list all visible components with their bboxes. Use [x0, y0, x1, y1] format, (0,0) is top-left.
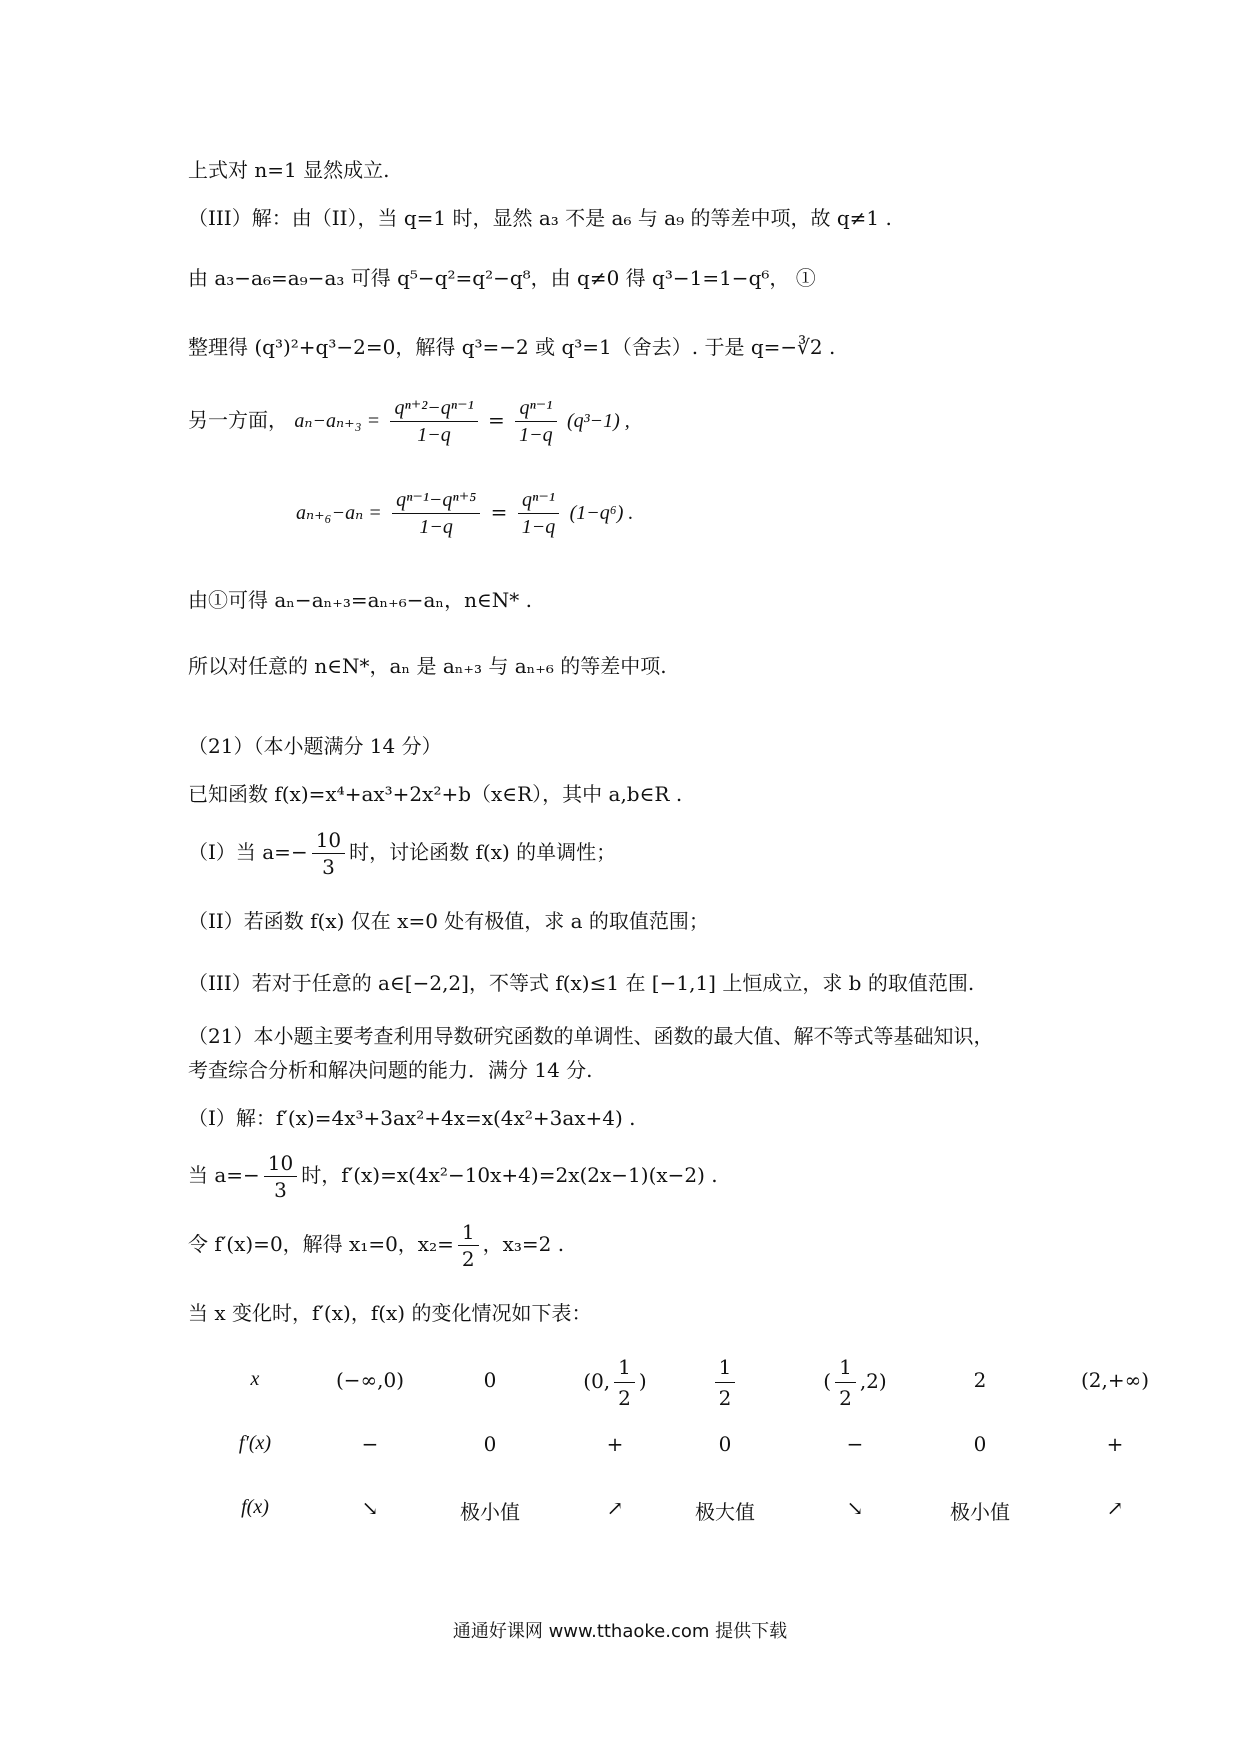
s3-fraction [458, 1222, 479, 1269]
row-fprime-sign-1: − [361, 1432, 379, 1456]
footer-watermark: 通通好课网 www.tthaoke.com 提供下载 [452, 1621, 788, 1642]
table-caption: 当 x 变化时，f′(x)，f(x) 的变化情况如下表： [188, 1301, 592, 1325]
eq6-f1-num: qⁿ⁻¹−qⁿ⁺⁵ [392, 490, 480, 514]
th2-num: 1 [614, 1355, 635, 1383]
q1-num: 10 [312, 830, 345, 854]
solution-step-3 [188, 1222, 564, 1269]
row-fprime-zero-1: 0 [483, 1432, 497, 1456]
text-line-7: 由①可得 aₙ−aₙ₊₃=aₙ₊₆−aₙ，n∈N* . [188, 588, 532, 612]
th4-den: 2 [839, 1386, 852, 1410]
eq5-f1-num: qⁿ⁺²−qⁿ⁻¹ [390, 398, 477, 422]
th4-fraction [835, 1355, 856, 1410]
q1-fraction [312, 830, 345, 877]
eq6-fraction-2 [518, 490, 560, 537]
eq6-tail: (1−q⁶) . [569, 502, 634, 524]
eq5-tail: (q³−1) , [566, 410, 630, 432]
q1-den: 3 [322, 855, 335, 879]
table-header-interval-4: (2,+∞) [1080, 1368, 1150, 1392]
row-f-local-min-2: 极小值 [950, 1500, 1010, 1524]
row-f-local-max: 极大值 [695, 1500, 755, 1524]
problem-heading: （21）（本小题满分 14 分） [188, 734, 442, 758]
s2-post: 时，f′(x)=x(4x²−10x+4)=2x(2x−1)(x−2) . [301, 1163, 718, 1187]
solution-intro: （21）本小题主要考查利用导数研究函数的单调性、函数的最大值、解不等式等基础知识， [188, 1024, 994, 1048]
row-f-trend-4: ↗ [1106, 1496, 1124, 1520]
equation-line-5 [188, 398, 630, 445]
th2-open: (0, [583, 1369, 611, 1393]
table-header-interval-2 [565, 1355, 665, 1410]
eq6-fraction-1 [392, 490, 480, 537]
row-f-trend-3: ↘ [846, 1496, 864, 1520]
th3-den: 2 [718, 1386, 732, 1410]
solution-step-2 [188, 1153, 718, 1200]
text-line-4: 整理得 (q³)²+q³−2=0，解得 q³=−2 或 q³=1（舍去）. 于是 q=−∛2 . [188, 335, 836, 359]
th3-fraction [715, 1355, 736, 1410]
q1-post: 时，讨论函数 f(x) 的单调性； [349, 840, 617, 864]
q1-pre: （I）当 a=− [188, 840, 308, 864]
th2-fraction [614, 1355, 635, 1410]
row-f-label: f(x) [241, 1496, 269, 1518]
question-part-1 [188, 830, 616, 877]
eq6-f1-den: 1−q [419, 516, 453, 538]
row-fprime-sign-4: + [1106, 1432, 1124, 1456]
text-line-2: （III）解：由（II），当 q=1 时，显然 a₃ 不是 a₆ 与 a₉ 的等差中项，故 q≠1 . [188, 206, 892, 230]
row-f-trend-2: ↗ [606, 1496, 624, 1520]
table-header-half [700, 1355, 750, 1410]
th4-open: ( [823, 1369, 832, 1393]
question-part-2: （II）若函数 f(x) 仅在 x=0 处有极值，求 a 的取值范围； [188, 909, 709, 933]
table-header-zero: 0 [483, 1368, 497, 1392]
eq5-prefix: 另一方面， [188, 408, 288, 432]
th4-num: 1 [835, 1355, 856, 1383]
question-part-3: （III）若对于任意的 a∈[−2,2]，不等式 f(x)≤1 在 [−1,1] 上恒成立，求 b 的取值范围. [188, 971, 975, 995]
row-fprime-label: f′(x) [238, 1432, 272, 1454]
row-fprime-sign-3: − [846, 1432, 864, 1456]
s2-pre: 当 a=− [188, 1163, 260, 1187]
s3-post: ，x₃=2 . [482, 1232, 565, 1256]
table-header-interval-1: (−∞,0) [335, 1368, 405, 1392]
row-f-local-min-1: 极小值 [460, 1500, 520, 1524]
eq6-lhs: aₙ₊₆−aₙ = [296, 502, 382, 524]
eq6-f2-num: qⁿ⁻¹ [518, 490, 560, 514]
s3-num: 1 [458, 1222, 479, 1246]
table-header-two: 2 [973, 1368, 987, 1392]
eq5-f1-den: 1−q [417, 424, 451, 446]
text-line-10: 已知函数 f(x)=x⁴+ax³+2x²+b（x∈R），其中 a,b∈R . [188, 782, 683, 806]
eq5-equals: = [488, 408, 505, 432]
text-line-8: 所以对任意的 n∈N*，aₙ 是 aₙ₊₃ 与 aₙ₊₆ 的等差中项. [188, 654, 667, 678]
th3-num: 1 [715, 1355, 736, 1383]
s3-den: 2 [461, 1247, 475, 1271]
eq6-f2-den: 1−q [521, 516, 556, 538]
equation-line-6 [296, 490, 633, 537]
table-header-interval-3 [805, 1355, 905, 1410]
row-fprime-zero-3: 0 [973, 1432, 987, 1456]
eq5-fraction-1 [390, 398, 477, 445]
eq5-fraction-2 [515, 398, 557, 445]
solution-step-1: （I）解：f′(x)=4x³+3ax²+4x=x(4x²+3ax+4) . [188, 1106, 636, 1130]
text-line-1: 上式对 n=1 显然成立. [188, 158, 390, 182]
row-fprime-sign-2: + [606, 1432, 624, 1456]
eq5-lhs: aₙ−aₙ₊₃ = [294, 410, 381, 432]
row-f-trend-1: ↘ [361, 1496, 379, 1520]
solution-intro-2: 考查综合分析和解决问题的能力．满分 14 分. [188, 1058, 593, 1082]
eq5-f2-den: 1−q [519, 424, 553, 446]
s2-num: 10 [264, 1153, 297, 1177]
text-line-3: 由 a₃−a₆=a₉−a₃ 可得 q⁵−q²=q²−q⁸，由 q≠0 得 q³−1=1−q⁶， ① [188, 266, 816, 290]
th4-close: ,2) [859, 1369, 887, 1393]
row-fprime-zero-2: 0 [718, 1432, 732, 1456]
s2-fraction [264, 1153, 297, 1200]
table-header-x: x [250, 1368, 260, 1390]
th2-den: 2 [618, 1386, 631, 1410]
eq5-f2-num: qⁿ⁻¹ [515, 398, 557, 422]
th2-close: ) [638, 1369, 647, 1393]
s2-den: 3 [274, 1178, 287, 1202]
s3-pre: 令 f′(x)=0，解得 x₁=0，x₂= [188, 1232, 454, 1256]
eq6-equals: = [490, 500, 508, 524]
